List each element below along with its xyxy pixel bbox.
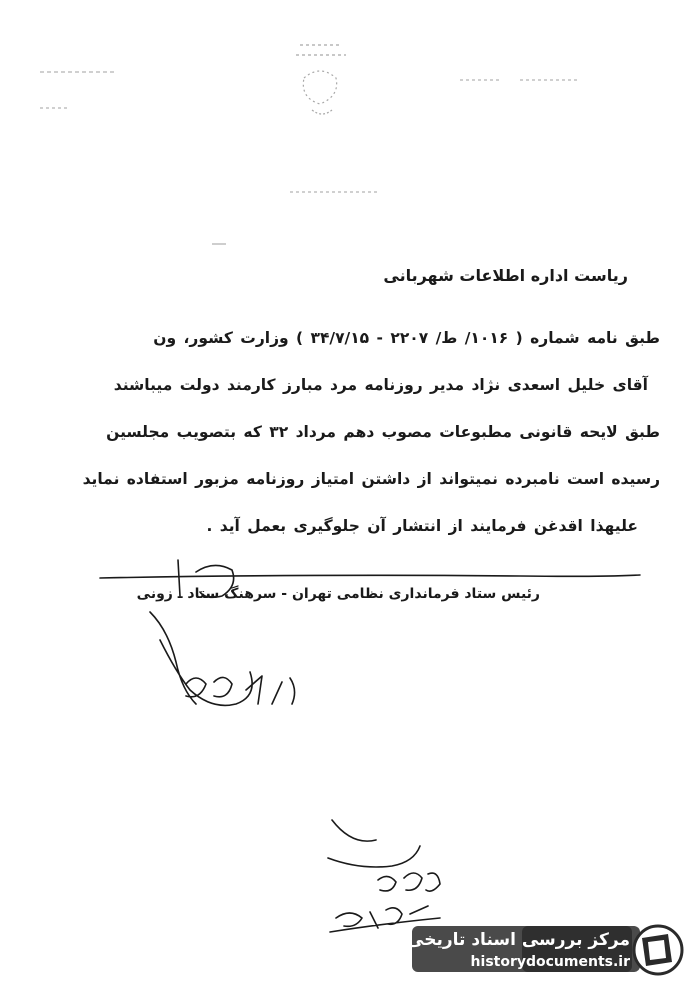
letter-line-4: رسیده است نامبرده نمیتواند از داشتن امتیاز روزنامه مزبور استفاده نماید (82, 470, 660, 488)
watermark-title: مرکز بررسی اسناد تاریخی (407, 930, 630, 950)
signatory-line: رئیس ستاد فرمانداری نظامی تهران - سرهنگ ستاد ـ زونی (136, 586, 540, 602)
letter-line-3: طبق لایحه قانونی مطبوعات مصوب دهم مرداد ۳۲ که بتصویب مجلسین (106, 423, 660, 441)
addressee-heading: ریاست اداره اطلاعات شهربانی (383, 266, 628, 285)
watermark-backdrop (402, 920, 692, 980)
watermark-url: historydocuments.ir (470, 954, 630, 970)
letter-line-2: آقای خلیل اسعدی نژاد مدیر روزنامه مرد مبارز کارمند دولت میباشند (113, 376, 648, 394)
archive-logo-icon (634, 926, 682, 974)
letter-line-5: علیهذا اقدغن فرمایند از انتشار آن جلوگیری بعمل آید . (206, 517, 638, 535)
letter-line-1: طبق نامه شماره ( ۱۰۱۶/ ط/ ۲۲۰۷ - ۳۴/۷/۱۵ ) وزارت کشور، ون (153, 329, 660, 347)
signature-strike-line (100, 575, 640, 578)
registry-stamp-strokes (328, 820, 440, 932)
handwritten-signature (150, 560, 252, 705)
source-watermark (402, 920, 692, 980)
